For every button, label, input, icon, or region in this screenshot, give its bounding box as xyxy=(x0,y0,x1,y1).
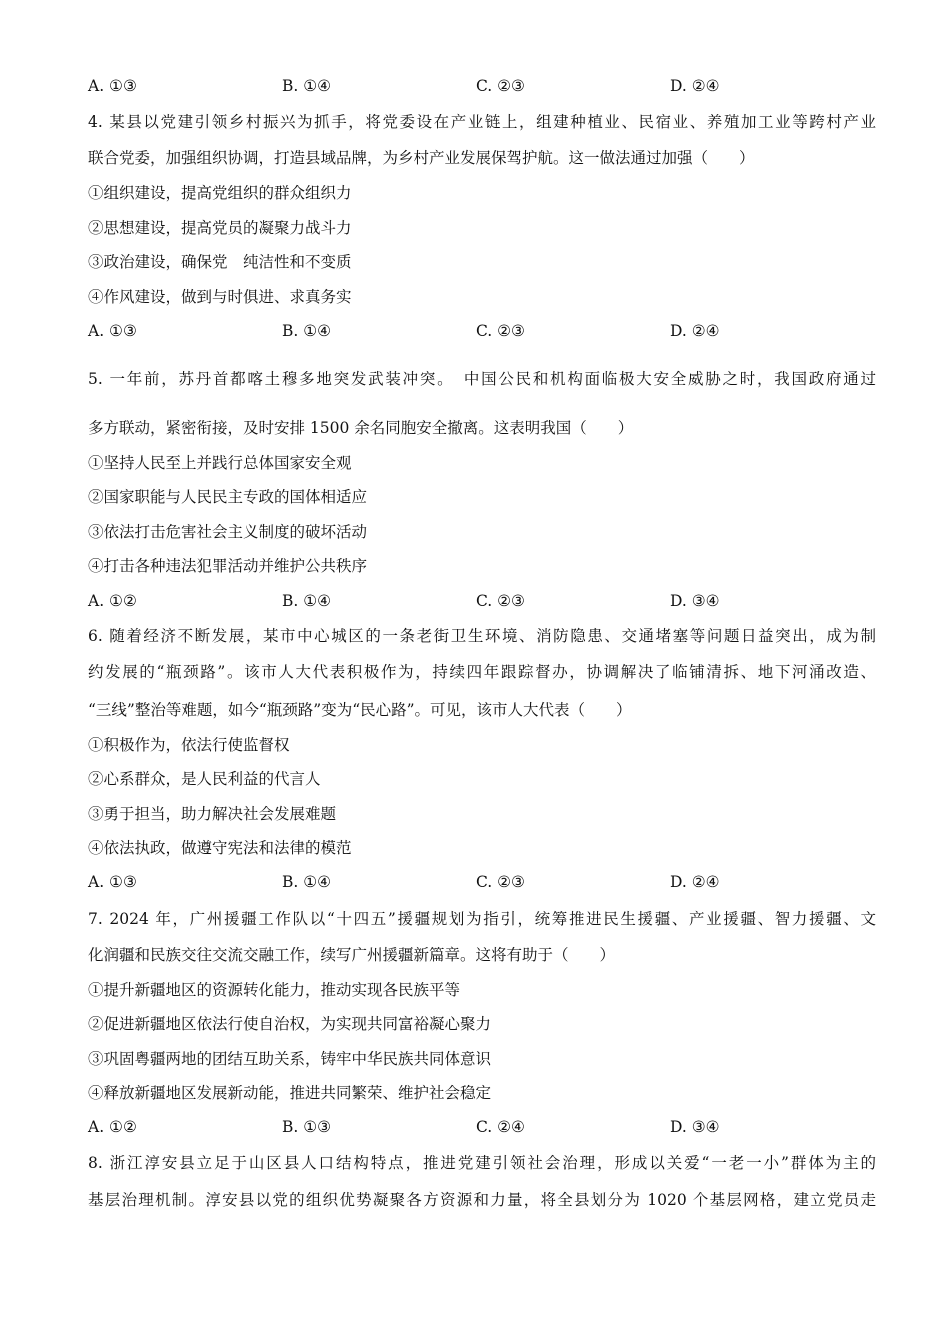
q3-option-b[interactable]: B. ①④ xyxy=(282,77,332,95)
q5-stem-line-1: 5. 一年前，苏丹首都喀土穆多地突发武装冲突。 中国公民和机构面临极大安全威胁之时，我国政府通过 xyxy=(88,370,876,388)
q6-item-2: ②心系群众，是人民利益的代言人 xyxy=(88,770,321,788)
q6-option-a[interactable]: A. ①③ xyxy=(88,873,137,891)
q4-stem-line-2: 联合党委，加强组织协调，打造县域品牌，为乡村产业发展保驾护航。这一做法通过加强（ ） xyxy=(88,149,755,167)
q3-option-a[interactable]: A. ①③ xyxy=(88,77,137,95)
q7-option-d[interactable]: D. ③④ xyxy=(670,1118,720,1136)
q4-item-2: ②思想建设，提高党员的凝聚力战斗力 xyxy=(88,219,352,237)
q6-stem-line-1: 6. 随着经济不断发展，某市中心城区的一条老街卫生环境、消防隐患、交通堵塞等问题日益突出，成为制 xyxy=(88,627,876,645)
q5-option-c[interactable]: C. ②③ xyxy=(476,592,525,610)
q6-options xyxy=(88,872,868,892)
q7-stem-line-1: 7. 2024 年，广州援疆工作队以“十四五”援疆规划为指引，统筹推进民生援疆、产业援疆、智力援疆、文 xyxy=(88,910,876,928)
q3-option-c[interactable]: C. ②③ xyxy=(476,77,525,95)
q3-option-d[interactable]: D. ②④ xyxy=(670,77,720,95)
q5-stem-line-2: 多方联动，紧密衔接，及时安排 1500 余名同胞安全撤离。这表明我国（ ） xyxy=(88,419,634,437)
q4-option-c[interactable]: C. ②③ xyxy=(476,322,525,340)
q7-item-4: ④释放新疆地区发展新动能，推进共同繁荣、维护社会稳定 xyxy=(88,1084,492,1102)
q6-stem-line-2: 约发展的“瓶颈路”。该市人大代表积极作为，持续四年跟踪督办，协调解决了临铺清拆、地下河涌改造、 xyxy=(88,663,876,681)
q6-option-c[interactable]: C. ②③ xyxy=(476,873,525,891)
q3-options xyxy=(88,76,868,96)
q5-options xyxy=(88,591,868,611)
q8-stem-line-2: 基层治理机制。淳安县以党的组织优势凝聚各方资源和力量，将全县划分为 1020 个基层网格，建立党员走 xyxy=(88,1191,876,1209)
q4-options xyxy=(88,321,868,341)
q4-item-3: ③政治建设，确保党 纯洁性和不变质 xyxy=(88,253,352,271)
q5-option-d[interactable]: D. ③④ xyxy=(670,592,720,610)
q4-option-a[interactable]: A. ①③ xyxy=(88,322,137,340)
q7-option-b[interactable]: B. ①③ xyxy=(282,1118,332,1136)
q5-item-3: ③依法打击危害社会主义制度的破坏活动 xyxy=(88,523,368,541)
q4-option-b[interactable]: B. ①④ xyxy=(282,322,332,340)
q4-stem-line-1: 4. 某县以党建引领乡村振兴为抓手，将党委设在产业链上，组建种植业、民宿业、养殖加工业等跨村产业 xyxy=(88,113,876,131)
q4-option-d[interactable]: D. ②④ xyxy=(670,322,720,340)
q6-item-4: ④依法执政，做遵守宪法和法律的模范 xyxy=(88,839,352,857)
q6-item-1: ①积极作为，依法行使监督权 xyxy=(88,736,290,754)
q5-option-b[interactable]: B. ①④ xyxy=(282,592,332,610)
q7-item-2: ②促进新疆地区依法行使自治权，为实现共同富裕凝心聚力 xyxy=(88,1015,492,1033)
q7-item-1: ①提升新疆地区的资源转化能力，推动实现各民族平等 xyxy=(88,981,461,999)
q8-stem-line-1: 8. 浙江淳安县立足于山区县人口结构特点，推进党建引领社会治理，形成以关爱“一老一小”群体为主的 xyxy=(88,1154,876,1172)
q5-item-1: ①坚持人民至上并践行总体国家安全观 xyxy=(88,454,352,472)
q7-item-3: ③巩固粤疆两地的团结互助关系，铸牢中华民族共同体意识 xyxy=(88,1050,492,1068)
q6-item-3: ③勇于担当，助力解决社会发展难题 xyxy=(88,805,337,823)
q7-stem-line-2: 化润疆和民族交往交流交融工作，续写广州援疆新篇章。这将有助于（ ） xyxy=(88,946,616,964)
q5-item-2: ②国家职能与人民民主专政的国体相适应 xyxy=(88,488,368,506)
q4-item-4: ④作风建设，做到与时俱进、求真务实 xyxy=(88,288,352,306)
q5-item-4: ④打击各种违法犯罪活动并维护公共秩序 xyxy=(88,557,368,575)
q6-option-d[interactable]: D. ②④ xyxy=(670,873,720,891)
q7-options xyxy=(88,1117,868,1137)
q6-option-b[interactable]: B. ①④ xyxy=(282,873,332,891)
q7-option-a[interactable]: A. ①② xyxy=(88,1118,137,1136)
q7-option-c[interactable]: C. ②④ xyxy=(476,1118,525,1136)
q6-stem-line-3: “三线”整治等难题，如今“瓶颈路”变为“民心路”。可见，该市人大代表（ ） xyxy=(88,701,632,719)
q4-item-1: ①组织建设，提高党组织的群众组织力 xyxy=(88,184,352,202)
q5-option-a[interactable]: A. ①② xyxy=(88,592,137,610)
